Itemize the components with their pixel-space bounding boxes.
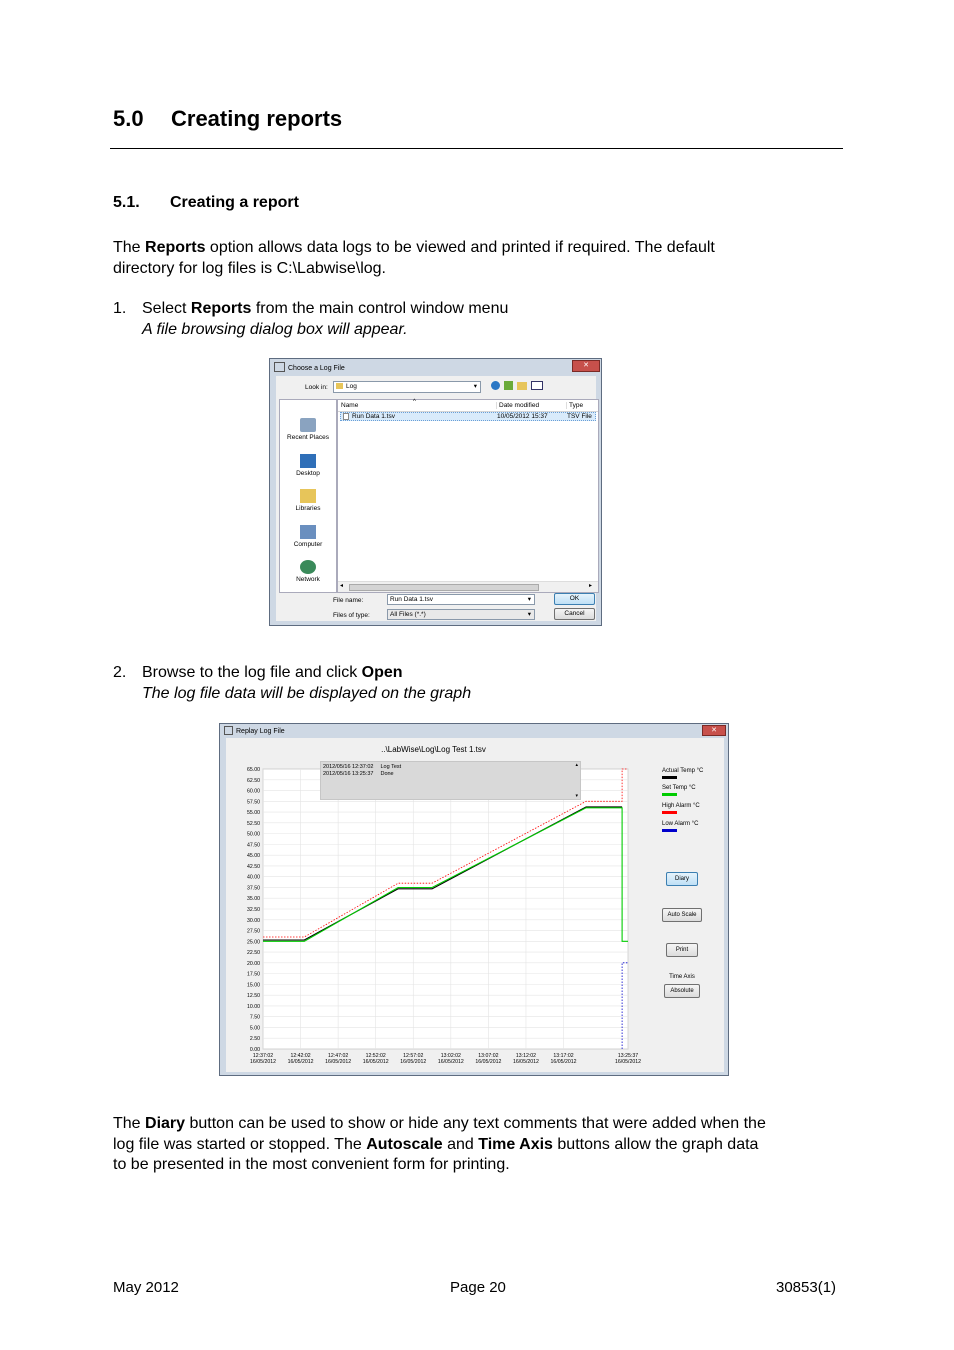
chevron-down-icon: ▾ — [527, 611, 531, 618]
place-computer[interactable] — [280, 525, 336, 548]
legend-swatch — [662, 829, 677, 832]
ok-button[interactable]: OK — [554, 593, 595, 605]
y-tick-label: 40.00 — [247, 874, 260, 881]
y-tick-label: 35.00 — [247, 896, 260, 903]
up-folder-icon[interactable] — [504, 381, 513, 390]
legend-low-alarm — [662, 821, 698, 832]
folder-icon — [336, 383, 343, 389]
scroll-down-icon[interactable]: ▾ — [575, 793, 578, 799]
y-tick-label: 7.50 — [249, 1014, 260, 1021]
legend-label: Low Alarm °C — [662, 821, 699, 827]
look-in-label: Look in: — [305, 384, 328, 391]
x-tick-time: 12:37:02 — [252, 1053, 274, 1059]
outro-text: button can be used to show or hide any text comments that were added when the — [185, 1115, 766, 1132]
dialog-title-text: Replay Log File — [236, 728, 285, 735]
x-tick-date: 16/05/2012 — [475, 1059, 502, 1065]
legend-swatch — [662, 811, 677, 814]
column-name[interactable]: Name — [341, 402, 359, 409]
y-tick-label: 15.00 — [247, 982, 260, 989]
y-tick-label: 50.00 — [247, 831, 260, 838]
column-date-modified[interactable]: Date modified — [496, 402, 539, 409]
footer-page-number: Page 20 — [450, 1279, 506, 1296]
y-tick-label: 10.00 — [247, 1003, 260, 1010]
file-row[interactable] — [340, 412, 596, 421]
outro-text: and — [442, 1135, 479, 1153]
dialog-app-icon — [224, 726, 233, 735]
x-tick-date: 16/05/2012 — [512, 1059, 539, 1065]
place-libraries[interactable] — [280, 489, 336, 512]
step-note: A file browsing dialog box will appear. — [142, 320, 408, 338]
scroll-right-icon[interactable]: ▸ — [589, 583, 593, 589]
x-tick-time: 12:42:02 — [290, 1053, 311, 1059]
y-tick-label: 52.50 — [247, 820, 260, 827]
network-icon — [300, 560, 316, 574]
diary-panel — [320, 761, 581, 800]
legend-swatch — [662, 776, 677, 779]
chart-grid — [263, 769, 628, 1049]
choose-log-file-dialog — [269, 358, 602, 626]
scrollbar-thumb[interactable] — [349, 584, 539, 591]
x-tick-date: 16/05/2012 — [325, 1059, 352, 1065]
x-tick-time: 13:12:02 — [515, 1053, 537, 1059]
step-text: Browse to the log file and click — [142, 664, 362, 681]
place-desktop[interactable] — [280, 454, 336, 477]
x-tick-date: 16/05/2012 — [250, 1059, 276, 1065]
x-tick-time: 13:07:02 — [478, 1053, 499, 1059]
cancel-button[interactable]: Cancel — [554, 608, 595, 620]
outro-bold-time-axis: Time Axis — [478, 1135, 553, 1153]
recent-places-icon — [300, 418, 316, 432]
place-recent-places[interactable] — [280, 418, 336, 441]
file-name-input[interactable] — [387, 594, 535, 605]
file-name-cell: Run Data 1.tsv — [352, 413, 395, 420]
view-menu-icon[interactable] — [531, 381, 543, 390]
file-name-value: Run Data 1.tsv — [390, 596, 433, 603]
computer-icon — [300, 525, 316, 539]
place-label: Network — [296, 576, 320, 583]
step-bold: Reports — [190, 300, 252, 317]
x-tick-date: 16/05/2012 — [400, 1059, 427, 1065]
dialog-title — [224, 726, 285, 735]
time-axis-label: Time Axis — [669, 974, 695, 980]
files-of-type-label: Files of type: — [333, 612, 370, 619]
dialog-title-text: Choose a Log File — [288, 365, 345, 372]
place-label: Desktop — [296, 470, 320, 477]
subsection-heading — [113, 194, 299, 212]
y-tick-label: 25.00 — [247, 939, 260, 946]
y-tick-label: 45.00 — [247, 853, 260, 860]
legend-actual-temp — [662, 768, 703, 779]
outro-text: log file was started or stopped. The — [113, 1135, 367, 1153]
outro-bold-autoscale: Autoscale — [366, 1135, 443, 1153]
intro-text: The — [113, 239, 146, 256]
y-tick-label: 17.50 — [247, 971, 260, 978]
heading-rule — [110, 148, 843, 149]
dialog-title — [274, 362, 596, 374]
dialog-body — [226, 738, 724, 1072]
chevron-down-icon: ▾ — [473, 383, 477, 390]
horizontal-scrollbar[interactable] — [338, 581, 598, 592]
intro-paragraph — [113, 238, 848, 279]
x-tick-date: 16/05/2012 — [362, 1059, 389, 1065]
outro-text: to be presented in the most convenient form for printing. — [113, 1156, 510, 1173]
intro-bold-reports: Reports — [145, 239, 206, 256]
x-tick-date: 16/05/2012 — [437, 1059, 464, 1065]
y-tick-label: 0.00 — [249, 1047, 260, 1053]
file-path: ..\LabWise\Log\Log Test 1.tsv — [381, 745, 486, 754]
subsection-number: 5.1. — [113, 194, 140, 211]
y-tick-label: 42.50 — [247, 863, 260, 870]
outro-bold-diary: Diary — [145, 1115, 186, 1132]
close-button[interactable]: ✕ — [702, 725, 726, 736]
x-tick-date: 16/05/2012 — [550, 1059, 577, 1065]
x-axis-ticks — [250, 1053, 641, 1065]
outro-text: The — [113, 1115, 146, 1132]
legend-label: Actual Temp °C — [662, 768, 704, 774]
temperature-chart — [226, 758, 646, 1070]
section-heading — [113, 106, 342, 132]
look-in-select[interactable] — [333, 381, 481, 393]
section-number: 5.0 — [113, 106, 144, 131]
x-tick-time: 13:02:02 — [440, 1053, 461, 1059]
file-type-cell: TSV File — [567, 413, 592, 420]
file-name-label: File name: — [333, 597, 364, 604]
section-title: Creating reports — [171, 106, 343, 131]
scroll-up-icon[interactable]: ▴ — [575, 762, 578, 768]
diary-time: 2012/05/16 13:25:37 — [323, 771, 374, 777]
desktop-icon — [300, 454, 316, 468]
y-tick-label: 20.00 — [247, 960, 260, 967]
diary-entry — [323, 771, 394, 777]
y-tick-label: 65.00 — [247, 767, 260, 773]
y-tick-label: 2.50 — [249, 1036, 260, 1043]
step-number: 2. — [113, 664, 127, 681]
legend-high-alarm — [662, 803, 700, 814]
x-tick-time: 12:47:02 — [328, 1053, 349, 1059]
y-tick-label: 62.50 — [247, 777, 260, 784]
auto-scale-button[interactable]: Auto Scale — [662, 908, 702, 922]
intro-text: directory for log files is C:\Labwise\log. — [113, 259, 386, 277]
close-button[interactable]: ✕ — [572, 360, 600, 372]
x-tick-date: 16/05/2012 — [615, 1059, 641, 1065]
x-tick-time: 13:17:02 — [553, 1053, 574, 1059]
diary-time: 2012/05/16 12:37:02 — [323, 764, 374, 770]
place-network[interactable] — [280, 560, 336, 583]
step-text: Select — [142, 300, 191, 317]
back-icon[interactable] — [491, 381, 500, 390]
diary-entry — [323, 764, 401, 770]
outro-paragraph — [113, 1114, 848, 1176]
libraries-icon — [300, 489, 316, 503]
step-bold: Open — [361, 664, 403, 681]
print-button[interactable]: Print — [666, 943, 698, 957]
outro-text: buttons allow the graph data — [552, 1135, 759, 1153]
column-type[interactable]: Type — [566, 402, 583, 409]
file-list-header — [338, 400, 598, 412]
y-tick-label: 57.50 — [247, 799, 260, 806]
new-folder-icon[interactable] — [517, 382, 527, 390]
legend-label: High Alarm °C — [662, 803, 700, 809]
footer-doc-number: 30853(1) — [776, 1279, 837, 1296]
y-tick-label: 32.50 — [247, 907, 260, 913]
y-tick-label: 60.00 — [247, 788, 260, 795]
y-tick-label: 22.50 — [247, 950, 260, 957]
y-tick-label: 55.00 — [247, 810, 260, 817]
footer-date: May 2012 — [113, 1279, 179, 1296]
y-tick-label: 12.50 — [247, 993, 260, 1000]
diary-text: Done — [380, 771, 394, 777]
legend-set-temp — [662, 785, 696, 796]
x-tick-time: 12:57:02 — [403, 1053, 424, 1059]
look-in-value: Log — [346, 383, 357, 390]
file-icon — [343, 413, 349, 420]
sort-up-icon: ^ — [413, 399, 416, 405]
y-tick-label: 30.00 — [247, 917, 260, 924]
step-2 — [113, 663, 471, 704]
x-tick-date: 16/05/2012 — [287, 1059, 314, 1065]
step-text: from the main control window menu — [251, 300, 509, 317]
y-tick-label: 27.50 — [247, 928, 260, 935]
subsection-title: Creating a report — [170, 194, 299, 211]
file-list — [337, 399, 599, 593]
chevron-down-icon: ▾ — [527, 596, 531, 603]
step-note: The log file data will be displayed on the graph — [142, 684, 472, 702]
step-number: 1. — [113, 300, 127, 317]
y-tick-label: 37.50 — [247, 885, 260, 892]
y-axis-ticks — [247, 767, 260, 1053]
place-label: Libraries — [295, 505, 321, 512]
replay-log-file-dialog — [219, 723, 729, 1076]
legend-swatch — [662, 793, 677, 796]
places-bar — [279, 399, 337, 593]
y-tick-label: 47.50 — [247, 842, 260, 849]
x-tick-time: 12:52:02 — [365, 1053, 386, 1059]
diary-button[interactable]: Diary — [666, 872, 698, 886]
intro-text: option allows data logs to be viewed and printed if required. The default — [205, 239, 715, 256]
dialog-app-icon — [274, 362, 285, 372]
y-tick-label: 5.00 — [249, 1025, 260, 1032]
files-of-type-select[interactable] — [387, 609, 535, 620]
absolute-button[interactable]: Absolute — [664, 984, 700, 998]
file-date-cell: 10/05/2012 15:37 — [497, 413, 548, 420]
step-1 — [113, 299, 508, 340]
diary-text: Log Test — [380, 764, 402, 770]
dialog-body — [276, 376, 596, 621]
place-label: Recent Places — [287, 434, 329, 441]
place-label: Computer — [293, 541, 323, 548]
files-of-type-value: All Files (*.*) — [390, 611, 426, 618]
x-tick-time: 13:25:37 — [617, 1053, 639, 1059]
legend-label: Set Temp °C — [662, 785, 696, 791]
scroll-left-icon[interactable]: ◂ — [340, 583, 344, 589]
